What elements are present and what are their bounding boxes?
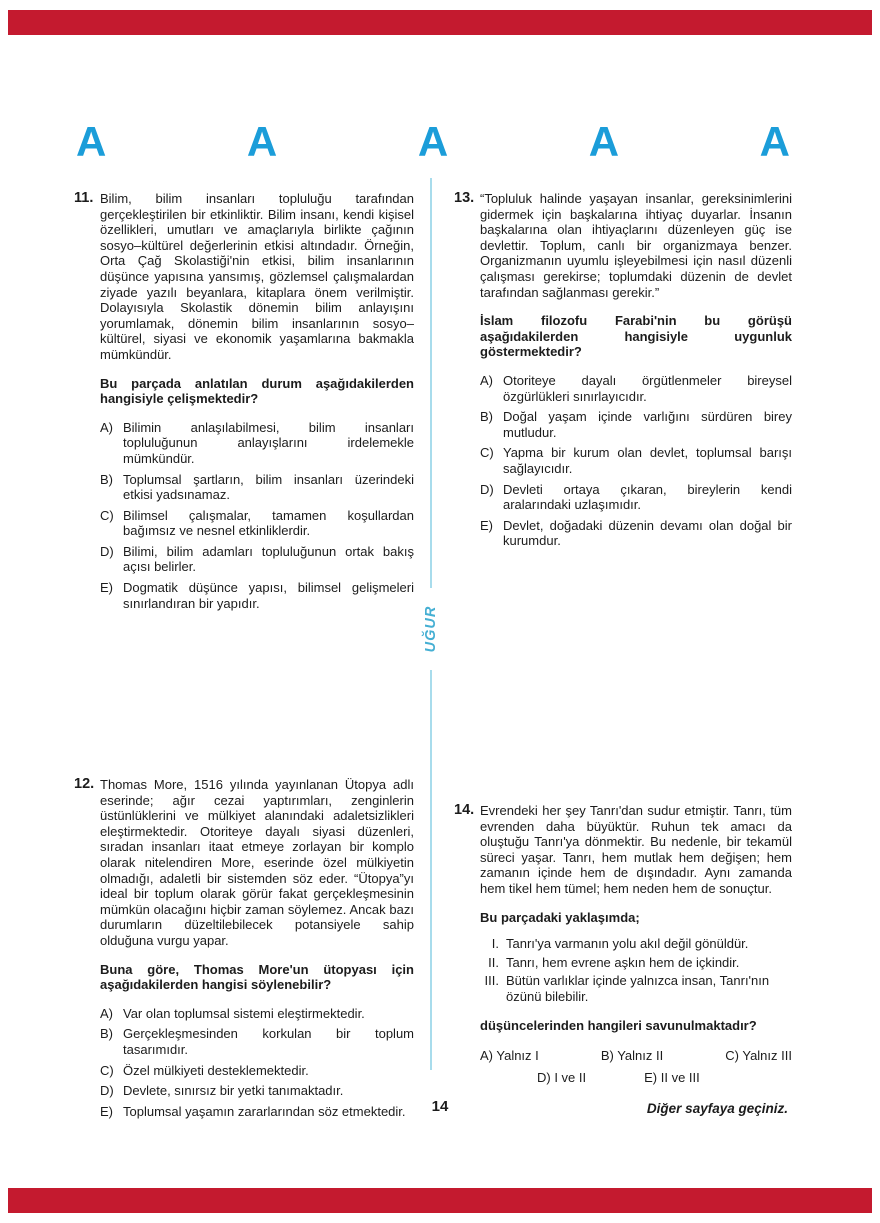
option-e [100, 580, 414, 611]
option-text: Otoriteye dayalı örgütlenmeler bireysel özgürlükleri sınırlayıcıdır. [503, 372, 792, 404]
question-stem: Bu parçada anlatılan durum aşağıdakilerden hangisiyle çelişmektedir? [100, 375, 414, 407]
booklet-letter: A [76, 118, 107, 165]
options-list [480, 373, 792, 549]
answer-choice-d: D) I ve II [537, 1069, 587, 1085]
question-paragraph: Thomas More, 1516 yılında yayınlanan Ütopya adlı eserinde; ağır cezai yaptırımları, zenginlerin üstünlüklerini ve mülkiyet alanındaki adaletsizlikleri eleştirmektedir. Otoriteye dayalı siyasi düzenleri, sıradan insanları itaat etmeye zorlayan bir komplo olarak nitelendiren More, eserinde özel mülkiyetin olmadığı, adaletli bir sistemden söz eder. “Ütopya”yı ideal bir toplum olarak görür fakat gerçekleşmesinin mümkün olacağını hiçbir zaman söylemez. Ancak bazı durumların düzeltilebilecek potansiyele sahip olduğuna vurgu yapar. [100, 777, 414, 948]
item-numeral: III. [484, 973, 499, 989]
option-letter: C) [480, 445, 494, 461]
option-a [100, 1006, 414, 1022]
options-list [100, 420, 414, 612]
option-b [480, 409, 792, 440]
booklet-letter: A [759, 118, 790, 165]
option-d [100, 544, 414, 575]
option-letter: C) [100, 1062, 114, 1078]
option-c [480, 445, 792, 476]
booklet-letter: A [588, 118, 620, 165]
option-letter: E) [100, 580, 113, 596]
option-b [100, 1026, 414, 1057]
option-e [480, 518, 792, 549]
answer-choice-b: B) Yalnız II [600, 1048, 664, 1064]
option-letter: D) [100, 543, 114, 559]
question-number: 14. [454, 802, 475, 818]
next-page-note: Diğer sayfaya geçiniz. [646, 1101, 788, 1116]
item-text: Tanrı, hem evrene aşkın hem de içkindir. [506, 954, 740, 970]
question-stem-outro: düşüncelerinden hangileri savunulmaktadır? [480, 1017, 757, 1033]
option-text: Devlete, sınırsız bir yetki tanımaktadır. [123, 1083, 344, 1099]
option-c [100, 508, 414, 539]
option-text: Devlet, doğadaki düzenin devamı olan doğal bir kurumdur. [503, 517, 792, 549]
option-letter: C) [100, 507, 114, 523]
question-number: 11. [74, 190, 94, 206]
question-number: 12. [74, 776, 95, 792]
answer-choice-c: C) Yalnız III [725, 1048, 792, 1064]
item-text: Bütün varlıklar içinde yalnızca insan, Tanrı'nın özünü bilebilir. [506, 973, 770, 1004]
question-stem-intro: Bu parçadaki yaklaşımda; [480, 909, 640, 925]
option-b [100, 472, 414, 503]
answer-choice-e: E) II ve III [644, 1069, 700, 1085]
item-numeral: II. [488, 954, 499, 970]
column-divider-bottom [430, 670, 432, 1070]
item-3 [480, 973, 792, 1004]
answer-choice-a: A) Yalnız I [480, 1048, 539, 1064]
option-letter: B) [100, 471, 113, 487]
item-1 [480, 936, 792, 952]
option-a [100, 420, 414, 467]
booklet-type-letters [76, 118, 790, 165]
item-2 [480, 955, 792, 971]
option-c [100, 1063, 414, 1079]
booklet-letter: A [417, 118, 449, 165]
option-text: Özel mülkiyeti desteklemektedir. [123, 1062, 309, 1078]
bottom-red-bar [8, 1188, 872, 1213]
item-text: Tanrı'ya varmanın yolu akıl değil gönüldür. [506, 936, 749, 952]
page-number: 14 [431, 1098, 449, 1115]
option-letter: D) [480, 481, 494, 497]
option-text: Yapma bir kurum olan devlet, toplumsal barışı sağlayıcıdır. [503, 445, 792, 476]
option-text: Bilimin anlaşılabilmesi, bilim insanları topluluğunun anlayışlarını irdelemekle mümkündür. [123, 419, 414, 466]
option-letter: A) [100, 1005, 113, 1021]
option-text: Bilimsel çalışmalar, tamamen koşullardan bağımsız ve nesnel etkinliklerdir. [123, 507, 414, 539]
option-text: Var olan toplumsal sistemi eleştirmektedir. [123, 1005, 365, 1021]
option-text: Gerçekleşmesinden korkulan bir toplum tasarımıdır. [123, 1026, 414, 1057]
answer-choices-row-2 [537, 1070, 792, 1086]
question-11 [74, 191, 414, 616]
option-text: Toplumsal yaşamın zararlarından söz etmektedir. [123, 1103, 406, 1119]
option-text: Bilimi, bilim adamları topluluğunun ortak bakış açısı belirler. [123, 543, 414, 575]
question-stem: İslam filozofu Farabi'nin bu görüşü aşağıdakilerden hangisiyle uygunluk göstermektedir? [480, 313, 792, 360]
question-stem: Buna göre, Thomas More'un ütopyası için aşağıdakilerden hangisi söylenebilir? [100, 961, 414, 993]
question-paragraph: Bilim, bilim insanları topluluğu tarafından gerçekleştirilen bir etkinliktir. Bilim insanı, kendi kişisel özellikleri, umutları ve amaçlarıyla birlikte çağının sosyo–kültürel değerlerinin etkisi altındadır. Örneğin, Orta Çağ Skolastiği'nin etkisi, bilim insanlarının düşünce yapısına yansımış, gözlemsel çalışmalardan ziyade yazılı beyanlara, kitaplara önem verilmiştir. Dolayısıyla Skolastik dönemin bilim anlayışını yorumlamak, dönemin bilim insanlarının sosyo–kültürel, siyasi ve ekonomik yaşamlarına bakmakla mümkündür. [100, 191, 414, 362]
option-text: Dogmatik düşünce yapısı, bilimsel gelişmeleri sınırlandıran bir yapıdır. [123, 580, 414, 611]
option-a [480, 373, 792, 404]
publisher-watermark: UĞUR [423, 605, 439, 653]
option-letter: E) [100, 1103, 113, 1119]
column-divider-top [430, 178, 432, 588]
question-14 [454, 803, 792, 1085]
roman-items [480, 936, 792, 1004]
option-text: Toplumsal şartların, bilim insanları üzerindeki etkisi yadsınamaz. [123, 471, 414, 503]
question-paragraph: “Topluluk halinde yaşayan insanlar, gereksinimlerini gidermek için başkalarına ihtiyaç duyarlar. İnsanın başkalarına olan ihtiyaçlarını düzenleyen güç ise devlettir. Toplum, canlı bir organizmaya benzer. Organizmanın uyumlu işleyebilmesi için nasıl düzenli çalışması gerekirse; toplumdaki düzenin de devlet tarafından sağlanması gerekir.” [480, 191, 792, 300]
option-letter: B) [480, 409, 493, 425]
question-13 [454, 191, 792, 554]
question-paragraph: Evrendeki her şey Tanrı'dan sudur etmiştir. Tanrı, tüm evrenden daha büyüktür. Ruhun tek amacı da oluştuğu Tanrı'ya dönmektir. Bu nedenle, bir tekamül süreci yaşar. Tanrı, hem mutlak hem değişen; hem zamanın içinde hem de dışındadır. Aynı zamanda hem tikel hem tümel; hem neden hem de sonuçtur. [480, 803, 792, 896]
option-letter: D) [100, 1083, 114, 1099]
question-number: 13. [454, 190, 475, 206]
question-12 [74, 777, 414, 1124]
option-d [100, 1083, 414, 1099]
option-letter: A) [100, 419, 113, 435]
option-d [480, 482, 792, 513]
option-letter: A) [480, 372, 493, 388]
option-text: Doğal yaşam içinde varlığını sürdüren birey mutludur. [503, 409, 792, 440]
booklet-letter: A [246, 118, 278, 165]
option-letter: B) [100, 1026, 113, 1042]
option-text: Devleti ortaya çıkaran, bireylerin kendi aralarındaki uzlaşımıdır. [503, 481, 792, 513]
item-numeral: I. [491, 936, 499, 952]
answer-choices-row-1 [480, 1048, 792, 1064]
top-red-bar [8, 10, 872, 35]
option-letter: E) [480, 517, 493, 533]
